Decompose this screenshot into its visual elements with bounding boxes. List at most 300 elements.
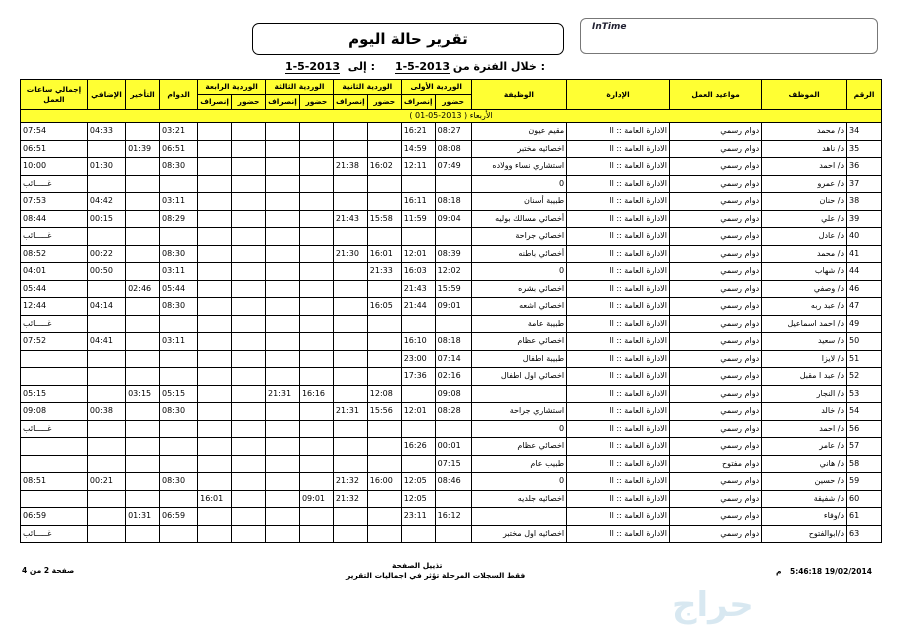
cell-extra-time: 00:21 <box>87 473 125 491</box>
cell-shift1-in: 09:01 <box>435 298 471 316</box>
cell-shift1-in: 09:08 <box>435 385 471 403</box>
footer-note-title: تذييل الصفحة <box>392 561 443 570</box>
cell-shift4-out <box>198 193 232 211</box>
cell-shift4-in <box>232 420 266 438</box>
cell-extra-time <box>87 455 125 473</box>
cell-shift1-in: 07:14 <box>435 350 471 368</box>
cell-total-hours: 09:08 <box>21 403 88 421</box>
cell-schedule: دوام رسمي <box>669 525 761 543</box>
cell-shift3-in <box>299 350 333 368</box>
header-in: حضور <box>367 95 401 110</box>
cell-shift1-in: 08:18 <box>435 333 471 351</box>
cell-shift3-out <box>266 210 300 228</box>
cell-total-hours: 08:52 <box>21 245 88 263</box>
cell-total-hours: 07:54 <box>21 123 88 141</box>
cell-attendance-time <box>159 368 197 386</box>
cell-shift4-out <box>198 403 232 421</box>
cell-shift3-in <box>299 193 333 211</box>
cell-employee-name: د/ عامر <box>762 438 847 456</box>
cell-schedule: دوام رسمي <box>669 245 761 263</box>
cell-total-hours: 05:15 <box>21 385 88 403</box>
cell-department: الادارة العامة :: اا <box>567 385 670 403</box>
cell-shift2-out <box>333 368 367 386</box>
cell-num: 61 <box>847 508 882 526</box>
cell-department: الادارة العامة :: اا <box>567 403 670 421</box>
header-in: حضور <box>435 95 471 110</box>
cell-schedule: دوام رسمي <box>669 333 761 351</box>
cell-shift4-out <box>198 123 232 141</box>
cell-extra-time <box>87 280 125 298</box>
table-row <box>21 473 882 491</box>
cell-shift2-out <box>333 263 367 281</box>
cell-extra-time <box>87 438 125 456</box>
cell-attendance-time: 05:15 <box>159 385 197 403</box>
cell-shift1-out <box>401 385 435 403</box>
cell-shift3-in <box>299 333 333 351</box>
cell-shift2-out <box>333 525 367 543</box>
cell-shift4-out <box>198 158 232 176</box>
cell-shift3-in <box>299 368 333 386</box>
header-shift3: الوردية الثالثة <box>266 80 334 95</box>
cell-department: الادارة العامة :: اا <box>567 280 670 298</box>
cell-department: الادارة العامة :: اا <box>567 228 670 246</box>
table-row <box>21 298 882 316</box>
cell-shift1-in: 15:59 <box>435 280 471 298</box>
cell-shift1-in: 16:12 <box>435 508 471 526</box>
cell-shift4-out <box>198 368 232 386</box>
cell-shift2-in: 16:00 <box>367 473 401 491</box>
cell-total-hours: 07:53 <box>21 193 88 211</box>
cell-shift1-in: 08:27 <box>435 123 471 141</box>
cell-shift2-out <box>333 350 367 368</box>
cell-shift1-out <box>401 455 435 473</box>
cell-extra-time <box>87 385 125 403</box>
cell-shift1-out: 12:05 <box>401 490 435 508</box>
cell-extra-time <box>87 228 125 246</box>
cell-num: 36 <box>847 158 882 176</box>
cell-shift1-in <box>435 525 471 543</box>
cell-shift1-in: 12:02 <box>435 263 471 281</box>
cell-attendance-time: 08:30 <box>159 473 197 491</box>
cell-num: 49 <box>847 315 882 333</box>
cell-employee-name: د/ النجار <box>762 385 847 403</box>
cell-shift4-out <box>198 333 232 351</box>
cell-shift2-in <box>367 438 401 456</box>
print-timestamp: 5:46:18 19/02/2014 <box>790 567 872 576</box>
cell-department: الادارة العامة :: اا <box>567 315 670 333</box>
cell-shift2-in <box>367 420 401 438</box>
cell-attendance-time: 03:11 <box>159 263 197 281</box>
header-out: إنصراف <box>198 95 232 110</box>
cell-position: طبيب عام <box>471 455 566 473</box>
cell-shift1-out <box>401 420 435 438</box>
cell-department: الادارة العامة :: اا <box>567 438 670 456</box>
cell-shift1-in <box>435 175 471 193</box>
cell-shift4-out <box>198 508 232 526</box>
cell-position: أخصائي باطنه <box>471 245 566 263</box>
table-row <box>21 438 882 456</box>
cell-total-hours: غـــــائب <box>21 175 88 193</box>
cell-late-time <box>126 420 160 438</box>
cell-department: الادارة العامة :: اا <box>567 473 670 491</box>
cell-shift2-out: 21:38 <box>333 158 367 176</box>
cell-shift1-in: 09:04 <box>435 210 471 228</box>
cell-employee-name: د/ حسين <box>762 473 847 491</box>
cell-num: 57 <box>847 438 882 456</box>
cell-shift1-out <box>401 175 435 193</box>
cell-shift4-in <box>232 140 266 158</box>
header-position: الوظيفة <box>471 80 566 110</box>
cell-employee-name: د/ خالد <box>762 403 847 421</box>
cell-late-time <box>126 245 160 263</box>
intime-label: InTime <box>592 22 627 32</box>
cell-shift3-out: 21:31 <box>266 385 300 403</box>
cell-shift3-in <box>299 315 333 333</box>
cell-late-time: 01:31 <box>126 508 160 526</box>
table-row <box>21 228 882 246</box>
cell-attendance-time: 06:59 <box>159 508 197 526</box>
cell-attendance-time <box>159 228 197 246</box>
cell-extra-time <box>87 175 125 193</box>
cell-shift2-in: 15:58 <box>367 210 401 228</box>
cell-department: الادارة العامة :: اا <box>567 193 670 211</box>
cell-department: الادارة العامة :: اا <box>567 298 670 316</box>
cell-shift1-out: 23:00 <box>401 350 435 368</box>
cell-shift4-out <box>198 140 232 158</box>
cell-shift4-in <box>232 280 266 298</box>
cell-shift1-in: 08:08 <box>435 140 471 158</box>
cell-shift3-out <box>266 298 300 316</box>
cell-attendance-time <box>159 525 197 543</box>
cell-shift2-in: 16:02 <box>367 158 401 176</box>
cell-shift2-out <box>333 455 367 473</box>
cell-shift1-out: 12:01 <box>401 245 435 263</box>
cell-extra-time <box>87 525 125 543</box>
table-row <box>21 315 882 333</box>
table-row <box>21 490 882 508</box>
cell-num: 52 <box>847 368 882 386</box>
cell-shift4-in <box>232 315 266 333</box>
header-late: التأخير <box>126 80 160 110</box>
cell-shift3-in <box>299 158 333 176</box>
cell-num: 41 <box>847 245 882 263</box>
page-indicator: صفحة 2 من 4 <box>22 566 75 575</box>
cell-employee-name: د/ حنان <box>762 193 847 211</box>
cell-schedule: دوام رسمي <box>669 490 761 508</box>
cell-attendance-time: 03:21 <box>159 123 197 141</box>
cell-shift3-out <box>266 193 300 211</box>
cell-late-time <box>126 263 160 281</box>
cell-schedule: دوام رسمي <box>669 368 761 386</box>
cell-total-hours: 08:44 <box>21 210 88 228</box>
cell-shift4-out <box>198 385 232 403</box>
cell-department: الادارة العامة :: اا <box>567 245 670 263</box>
cell-schedule: دوام رسمي <box>669 420 761 438</box>
cell-late-time <box>126 210 160 228</box>
cell-position: اخصائي جراحة <box>471 228 566 246</box>
cell-shift2-in <box>367 525 401 543</box>
cell-schedule: دوام رسمي <box>669 123 761 141</box>
cell-position: مقيم عيون <box>471 123 566 141</box>
cell-extra-time: 04:42 <box>87 193 125 211</box>
cell-shift1-out: 11:59 <box>401 210 435 228</box>
cell-shift1-in: 07:15 <box>435 455 471 473</box>
cell-shift2-in: 12:08 <box>367 385 401 403</box>
cell-position: 0 <box>471 420 566 438</box>
cell-shift4-in <box>232 123 266 141</box>
cell-shift1-in: 07:49 <box>435 158 471 176</box>
cell-shift4-in <box>232 385 266 403</box>
cell-total-hours: 05:44 <box>21 280 88 298</box>
cell-extra-time: 00:15 <box>87 210 125 228</box>
cell-shift4-in <box>232 350 266 368</box>
cell-shift2-out: 21:30 <box>333 245 367 263</box>
cell-num: 44 <box>847 263 882 281</box>
cell-department: الادارة العامة :: اا <box>567 333 670 351</box>
cell-total-hours <box>21 490 88 508</box>
cell-shift2-in <box>367 175 401 193</box>
cell-total-hours: غـــــائب <box>21 525 88 543</box>
cell-shift2-out <box>333 333 367 351</box>
watermark-logo: حراج <box>672 585 754 625</box>
cell-attendance-time: 08:30 <box>159 403 197 421</box>
cell-shift1-out: 14:59 <box>401 140 435 158</box>
cell-shift1-in: 08:28 <box>435 403 471 421</box>
cell-department: الادارة العامة :: اا <box>567 490 670 508</box>
header-out: إنصراف <box>333 95 367 110</box>
cell-department: الادارة العامة :: اا <box>567 420 670 438</box>
period-to-label: إلى : <box>347 60 375 73</box>
cell-extra-time <box>87 490 125 508</box>
attendance-table <box>20 79 882 543</box>
cell-department: الادارة العامة :: اا <box>567 368 670 386</box>
table-row <box>21 403 882 421</box>
cell-shift1-out: 16:11 <box>401 193 435 211</box>
cell-shift1-out: 16:03 <box>401 263 435 281</box>
cell-late-time: 02:46 <box>126 280 160 298</box>
cell-late-time <box>126 298 160 316</box>
cell-attendance-time: 08:30 <box>159 298 197 316</box>
header-shift1: الوردية الأولى <box>401 80 471 95</box>
cell-total-hours: 06:51 <box>21 140 88 158</box>
cell-num: 50 <box>847 333 882 351</box>
cell-shift4-out <box>198 350 232 368</box>
cell-late-time <box>126 228 160 246</box>
cell-shift2-in: 16:01 <box>367 245 401 263</box>
cell-shift1-in <box>435 315 471 333</box>
cell-department: الادارة العامة :: اا <box>567 508 670 526</box>
cell-shift1-in: 08:39 <box>435 245 471 263</box>
cell-employee-name: د/ احمد اسماعيل <box>762 315 847 333</box>
cell-shift2-in: 15:56 <box>367 403 401 421</box>
cell-shift3-out <box>266 245 300 263</box>
cell-late-time <box>126 333 160 351</box>
cell-late-time <box>126 350 160 368</box>
cell-shift4-in <box>232 245 266 263</box>
cell-shift2-in <box>367 490 401 508</box>
cell-schedule: دوام رسمي <box>669 228 761 246</box>
cell-position: اخصائي اشعه <box>471 298 566 316</box>
cell-attendance-time <box>159 438 197 456</box>
cell-department: الادارة العامة :: اا <box>567 455 670 473</box>
table-row <box>21 193 882 211</box>
cell-attendance-time <box>159 350 197 368</box>
day-label: الأربعاء ( 2013-05-01 ) <box>21 110 882 123</box>
header-in: حضور <box>299 95 333 110</box>
cell-shift3-in <box>299 263 333 281</box>
cell-late-time: 01:39 <box>126 140 160 158</box>
cell-total-hours: 06:59 <box>21 508 88 526</box>
cell-shift3-out <box>266 140 300 158</box>
cell-shift4-in <box>232 228 266 246</box>
table-row <box>21 385 882 403</box>
cell-shift4-out: 16:01 <box>198 490 232 508</box>
cell-employee-name: د/ابوالفتوح <box>762 525 847 543</box>
cell-position: طبيبة اطفال <box>471 350 566 368</box>
cell-num: 39 <box>847 210 882 228</box>
cell-shift4-out <box>198 210 232 228</box>
cell-late-time <box>126 438 160 456</box>
cell-position: أخصائي مسالك بوليه <box>471 210 566 228</box>
cell-shift2-out <box>333 385 367 403</box>
cell-shift3-out <box>266 473 300 491</box>
cell-shift3-out <box>266 333 300 351</box>
table-row <box>21 368 882 386</box>
cell-position: اخصائي عظام <box>471 333 566 351</box>
cell-position: اخصائي عظام <box>471 438 566 456</box>
cell-shift4-in <box>232 193 266 211</box>
cell-num: 56 <box>847 420 882 438</box>
cell-shift3-out <box>266 315 300 333</box>
cell-schedule: دوام رسمي <box>669 140 761 158</box>
cell-schedule: دوام رسمي <box>669 438 761 456</box>
cell-shift4-out <box>198 315 232 333</box>
cell-shift1-in: 02:16 <box>435 368 471 386</box>
cell-total-hours: غـــــائب <box>21 420 88 438</box>
cell-shift3-out <box>266 368 300 386</box>
cell-department: الادارة العامة :: اا <box>567 210 670 228</box>
cell-shift3-out <box>266 403 300 421</box>
cell-shift1-in <box>435 420 471 438</box>
period-label: خلال الفترة من : <box>452 60 545 73</box>
cell-shift2-in <box>367 315 401 333</box>
cell-employee-name: د/وفاء <box>762 508 847 526</box>
cell-department: الادارة العامة :: اا <box>567 158 670 176</box>
cell-schedule: دوام رسمي <box>669 263 761 281</box>
cell-employee-name: د/ وصفي <box>762 280 847 298</box>
cell-shift1-out <box>401 228 435 246</box>
cell-extra-time: 04:33 <box>87 123 125 141</box>
header-attendance: الدوام <box>159 80 197 110</box>
table-row <box>21 508 882 526</box>
cell-shift2-in <box>367 228 401 246</box>
cell-shift2-in <box>367 140 401 158</box>
day-group-row <box>21 110 882 123</box>
cell-employee-name: د/ ناهد <box>762 140 847 158</box>
cell-num: 34 <box>847 123 882 141</box>
table-row <box>21 245 882 263</box>
cell-employee-name: د/ لايزا <box>762 350 847 368</box>
cell-schedule: دوام رسمي <box>669 315 761 333</box>
cell-shift3-in <box>299 403 333 421</box>
cell-shift4-in <box>232 368 266 386</box>
cell-attendance-time: 08:30 <box>159 245 197 263</box>
period-from: 1-5-2013 <box>394 60 450 73</box>
header-schedule: مواعيد العمل <box>669 80 761 110</box>
table-row <box>21 280 882 298</box>
cell-extra-time <box>87 315 125 333</box>
cell-shift2-out <box>333 438 367 456</box>
cell-department: الادارة العامة :: اا <box>567 140 670 158</box>
cell-total-hours: 07:52 <box>21 333 88 351</box>
cell-attendance-time: 08:30 <box>159 158 197 176</box>
cell-total-hours: 08:51 <box>21 473 88 491</box>
cell-shift1-out: 16:10 <box>401 333 435 351</box>
header-out: إنصراف <box>401 95 435 110</box>
cell-shift3-out <box>266 123 300 141</box>
header-extra: الإضافي <box>87 80 125 110</box>
cell-shift2-in <box>367 123 401 141</box>
cell-attendance-time: 08:29 <box>159 210 197 228</box>
cell-position: طبيبة أسنان <box>471 193 566 211</box>
cell-shift2-in <box>367 350 401 368</box>
cell-num: 58 <box>847 455 882 473</box>
cell-shift1-out: 17:36 <box>401 368 435 386</box>
cell-late-time <box>126 315 160 333</box>
cell-shift2-in <box>367 508 401 526</box>
cell-shift3-out <box>266 455 300 473</box>
cell-shift4-in <box>232 175 266 193</box>
header-num: الرقم <box>847 80 882 110</box>
cell-shift1-out <box>401 315 435 333</box>
cell-extra-time: 00:22 <box>87 245 125 263</box>
cell-employee-name: د/ شفيقة <box>762 490 847 508</box>
cell-shift3-in <box>299 298 333 316</box>
cell-schedule: دوام رسمي <box>669 175 761 193</box>
cell-late-time <box>126 158 160 176</box>
cell-total-hours <box>21 438 88 456</box>
cell-shift3-in <box>299 508 333 526</box>
footer-note: فقط السجلات المرحلة تؤثر في اجماليات التقرير <box>346 571 526 580</box>
cell-employee-name: د/ احمد <box>762 420 847 438</box>
cell-shift4-in <box>232 298 266 316</box>
cell-shift2-in <box>367 193 401 211</box>
cell-department: الادارة العامة :: اا <box>567 175 670 193</box>
cell-late-time <box>126 368 160 386</box>
cell-position: 0 <box>471 473 566 491</box>
cell-position: استشاري جراحة <box>471 403 566 421</box>
cell-shift2-in <box>367 368 401 386</box>
cell-shift3-out <box>266 158 300 176</box>
cell-shift3-out <box>266 508 300 526</box>
cell-late-time <box>126 175 160 193</box>
cell-late-time <box>126 455 160 473</box>
cell-shift1-in: 08:46 <box>435 473 471 491</box>
cell-shift3-in <box>299 210 333 228</box>
cell-department: الادارة العامة :: اا <box>567 525 670 543</box>
cell-employee-name: د/ عمرو <box>762 175 847 193</box>
cell-late-time <box>126 403 160 421</box>
cell-extra-time: 01:30 <box>87 158 125 176</box>
header-employee: الموظف <box>762 80 847 110</box>
cell-department: الادارة العامة :: اا <box>567 350 670 368</box>
cell-schedule: دوام رسمي <box>669 158 761 176</box>
cell-total-hours: 10:00 <box>21 158 88 176</box>
cell-shift3-in <box>299 455 333 473</box>
cell-num: 37 <box>847 175 882 193</box>
report-title: تقرير حالة اليوم <box>252 23 564 55</box>
cell-position: 0 <box>471 263 566 281</box>
